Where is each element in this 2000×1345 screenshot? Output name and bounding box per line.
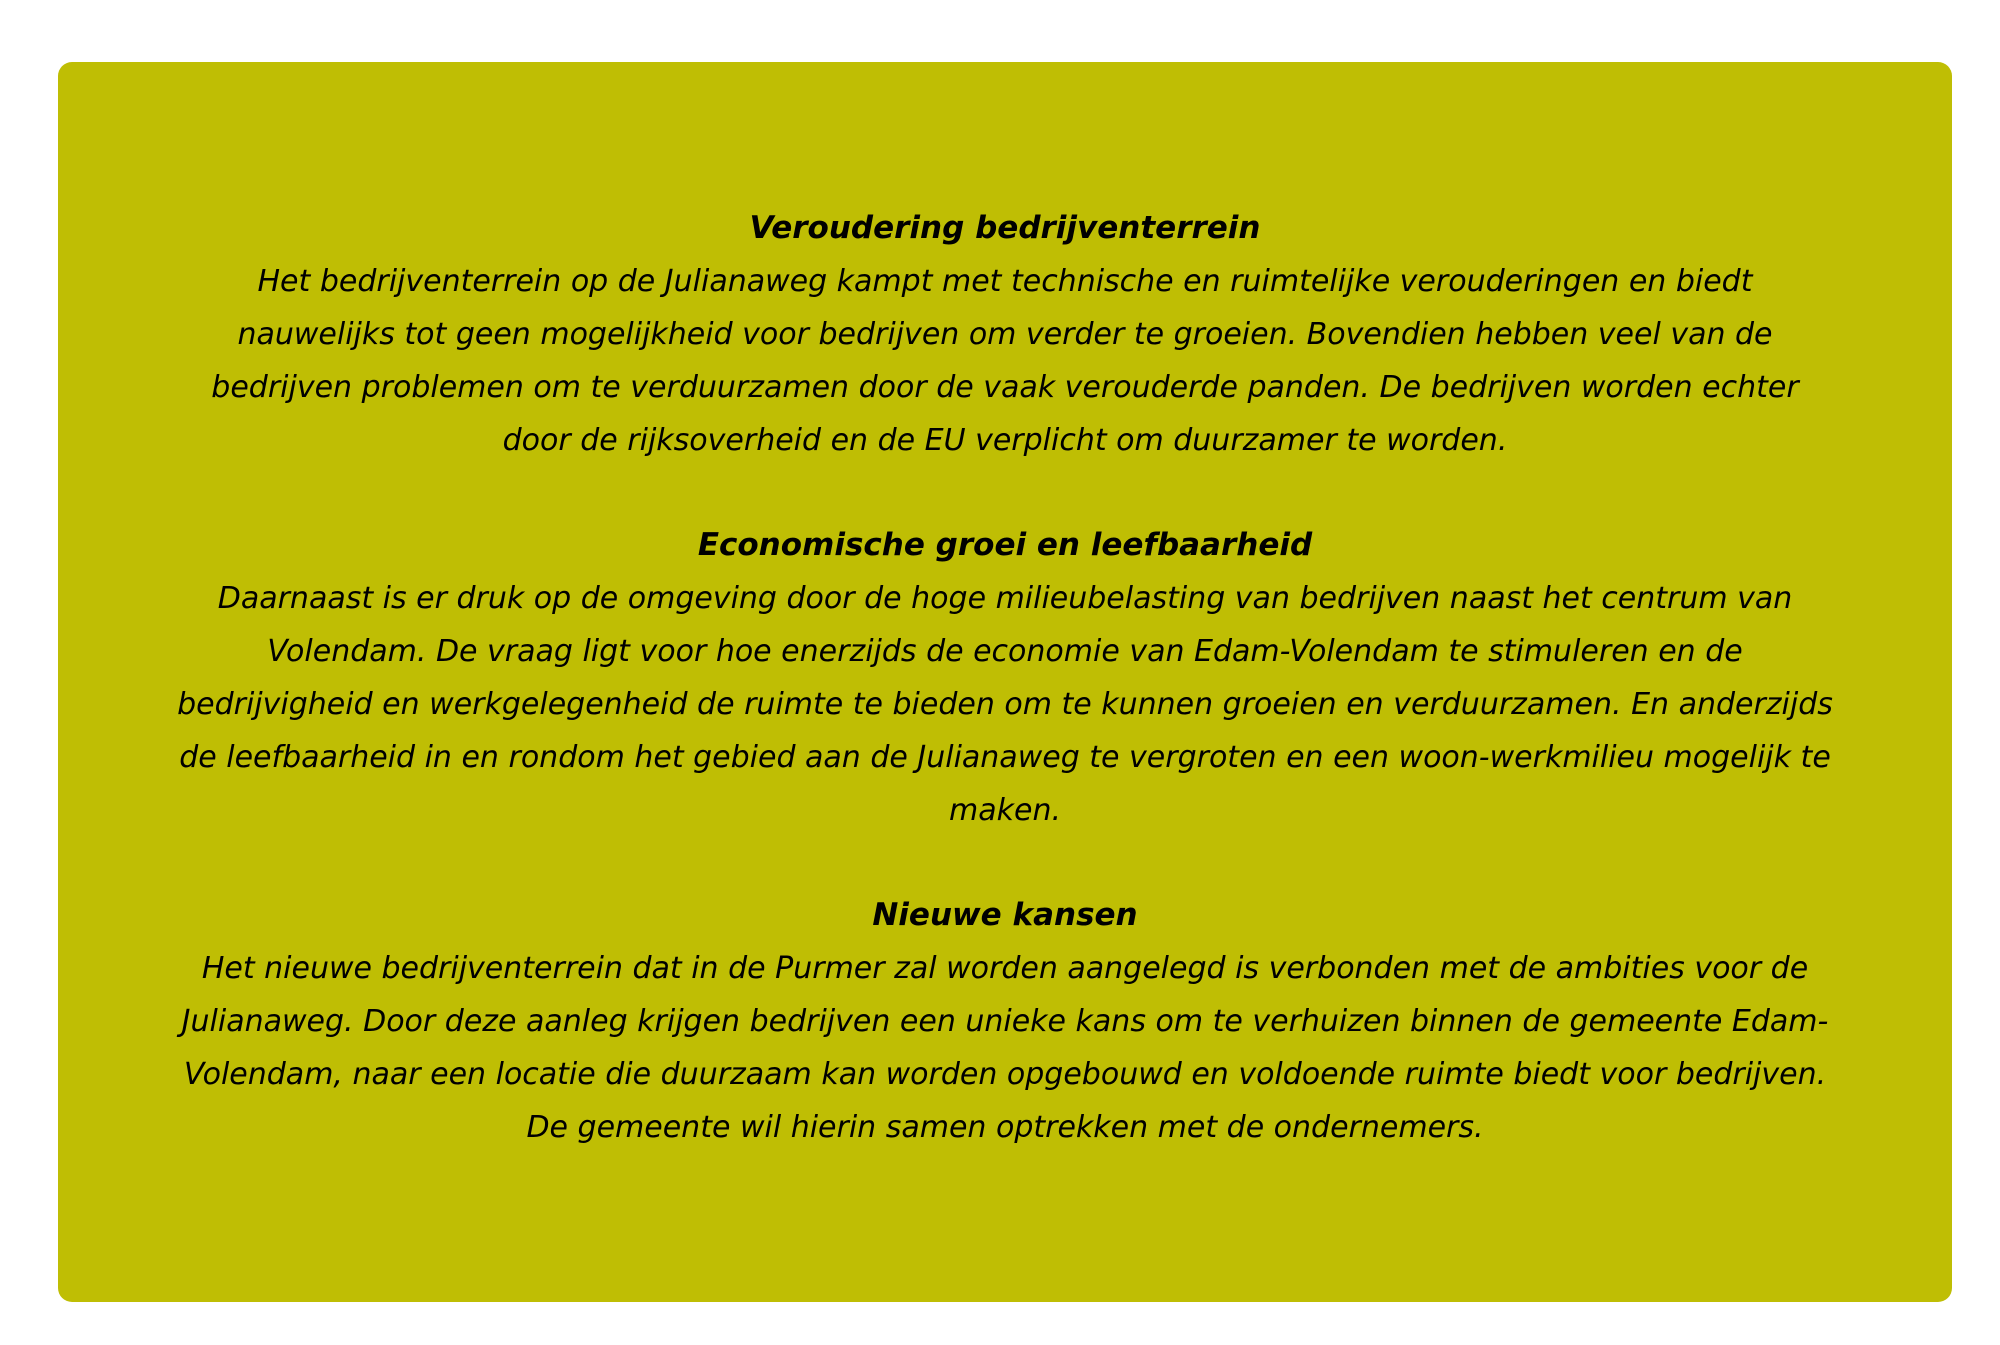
section-title: Nieuwe kansen bbox=[872, 897, 1138, 933]
section-body: Het bedrijventerrein op de Julianaweg kampt met technische en ruimtelijke verouderingen en biedt nauwelijks tot geen mogelijkheid voor bedrijven om verder te groeien. Bovendien hebben veel van de bedrijven problemen om te verduurzamen door de vaak verouderde panden. De bedrijven worden echter door de rijksoverheid en de EU verplicht om duurzamer te worden. bbox=[211, 264, 1799, 458]
section-body: Daarnaast is er druk op de omgeving door de hoge milieubelasting van bedrijven naast het centrum van Volendam. De vraag ligt voor hoe enerzijds de economie van Edam-Volendam te stimuleren en de bedrijvigheid en werkgelegenheid de ruimte te bieden om te kunnen groeien en verduurzamen. En anderzijds de leefbaarheid in en rondom het gebied aan de Julianaweg te vergroten en een woon-werkmilieu mogelijk te maken. bbox=[177, 581, 1833, 828]
section-nieuwe-kansen bbox=[175, 889, 1835, 1154]
content-panel bbox=[58, 62, 1952, 1302]
section-title: Economische groei en leefbaarheid bbox=[697, 527, 1313, 563]
section-title: Veroudering bedrijventerrein bbox=[749, 210, 1261, 246]
section-economische-groei bbox=[175, 519, 1835, 837]
section-body: Het nieuwe bedrijventerrein dat in de Purmer zal worden aangelegd is verbonden met de ambities voor de Julianaweg. Door deze aanleg krijgen bedrijven een unieke kans om te verhuizen binnen de gemeente Edam-Volendam, naar een locatie die duurzaam kan worden opgebouwd en voldoende ruimte biedt voor bedrijven. De gemeente wil hierin samen optrekken met de ondernemers. bbox=[181, 951, 1829, 1145]
section-veroudering bbox=[175, 202, 1835, 467]
